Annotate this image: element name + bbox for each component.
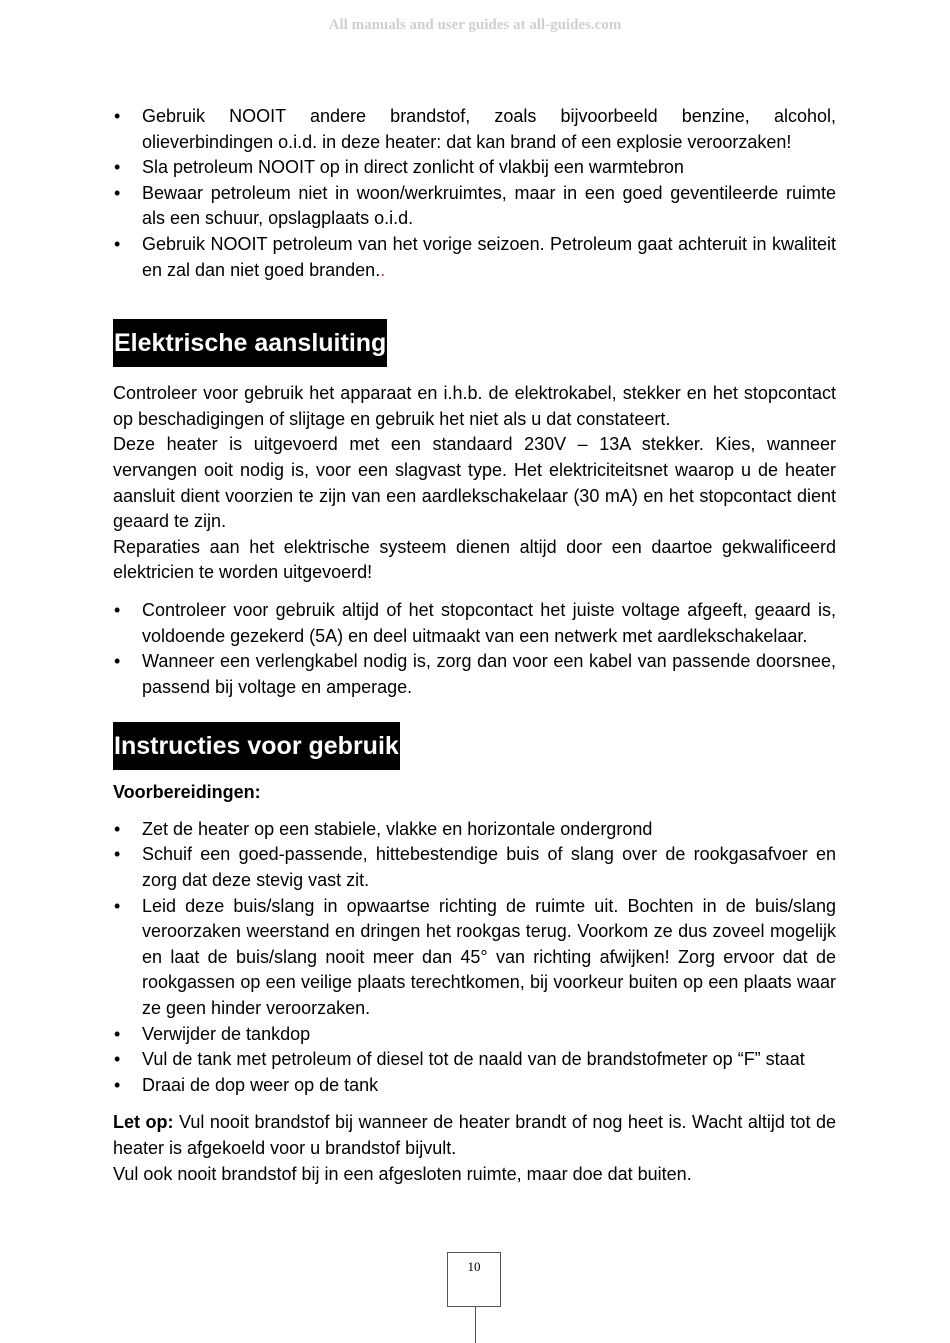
list-item: • Schuif een goed-passende, hittebestendige buis of slang over de rookgasafvoer en zorg dat deze stevig vast zit. — [113, 842, 836, 893]
top-bullet-list — [113, 104, 836, 283]
electric-bullet-list — [113, 598, 836, 700]
document-body — [113, 104, 836, 1187]
watermark: All manuals and user guides at all-guides.com — [328, 17, 622, 33]
note-paragraph — [113, 1110, 836, 1161]
note-paragraph-2: Vul ook nooit brandstof bij in een afgesloten ruimte, maar doe dat buiten. — [113, 1163, 692, 1184]
list-item: • Controleer voor gebruik altijd of het stopcontact het juiste voltage afgeeft, geaard is, voldoende gezekerd (5A) en deel uitmaakt van een netwerk met aardlekschakelaar. — [113, 598, 836, 649]
paragraph: Controleer voor gebruik het apparaat en i.h.b. de elektrokabel, stekker en het stopcontact op beschadigingen of slijtage en gebruik het niet als u dat constateert. — [113, 383, 836, 429]
list-item: • Wanneer een verlengkabel nodig is, zorg dan voor een kabel van passende doorsnee, passend bij voltage en amperage. — [113, 649, 836, 700]
list-item: • Bewaar petroleum niet in woon/werkruimtes, maar in een goed geventileerde ruimte als een schuur, opslagplaats o.i.d. — [113, 181, 836, 232]
page-number: 10 — [447, 1252, 501, 1307]
note-label: Let op: — [113, 1112, 174, 1133]
list-item: • Zet de heater op een stabiele, vlakke en horizontale ondergrond — [113, 817, 836, 843]
list-item: • Vul de tank met petroleum of diesel tot de naald van de brandstofmeter op “F” staat — [113, 1047, 836, 1073]
list-item: • Draai de dop weer op de tank — [113, 1073, 836, 1099]
paragraph: Deze heater is uitgevoerd met een standaard 230V – 13A stekker. Kies, wanneer vervangen ooit nodig is, voor een slagvast type. Het elektriciteitsnet waarop u de heater aansluit dient voorzien te zijn van een aardlekschakelaar (30 mA) en het stopcontact dient geaard te zijn. — [113, 434, 836, 532]
list-item: • Gebruik NOOIT andere brandstof, zoals bijvoorbeeld benzine, alcohol, olieverbindingen o.i.d. in deze heater: dat kan brand of een explosie veroorzaken! — [113, 104, 836, 155]
list-item: • Verwijder de tankdop — [113, 1022, 836, 1048]
section-heading-instructions: Instructies voor gebruik — [113, 722, 400, 770]
note-text: Vul nooit brandstof bij wanneer de heater brandt of nog heet is. Wacht altijd tot de heater is afgekoeld voor u brandstof bijvult. — [113, 1112, 836, 1158]
list-item: • Sla petroleum NOOIT op in direct zonlicht of vlakbij een warmtebron — [113, 155, 836, 181]
subheading: Voorbereidingen: — [113, 782, 261, 803]
list-item: • Leid deze buis/slang in opwaartse richting de ruimte uit. Bochten in de buis/slang veroorzaken weerstand en dringen het rookgas terug. Voorkom ze dus zoveel mogelijk en laat de buis/slang nooit meer dan 45° van richting afwijken! Zorg ervoor dat de rookgassen op een veilige plaats terechtkomen, bij voorkeur buiten op een plaats waar ze geen hinder veroorzaken. — [113, 894, 836, 1022]
page-number-line — [475, 1307, 476, 1343]
trailing-dot: . — [380, 259, 386, 280]
paragraph: Reparaties aan het elektrische systeem dienen altijd door een daartoe gekwalificeerd elektricien te worden uitgevoerd! — [113, 536, 836, 583]
list-item-text: Gebruik NOOIT petroleum van het vorige seizoen. Petroleum gaat achteruit in kwaliteit en zal dan niet goed branden. — [142, 233, 836, 280]
instructions-bullet-list — [113, 817, 836, 1099]
list-item — [113, 232, 836, 283]
section-heading-electric: Elektrische aansluiting — [113, 319, 387, 367]
